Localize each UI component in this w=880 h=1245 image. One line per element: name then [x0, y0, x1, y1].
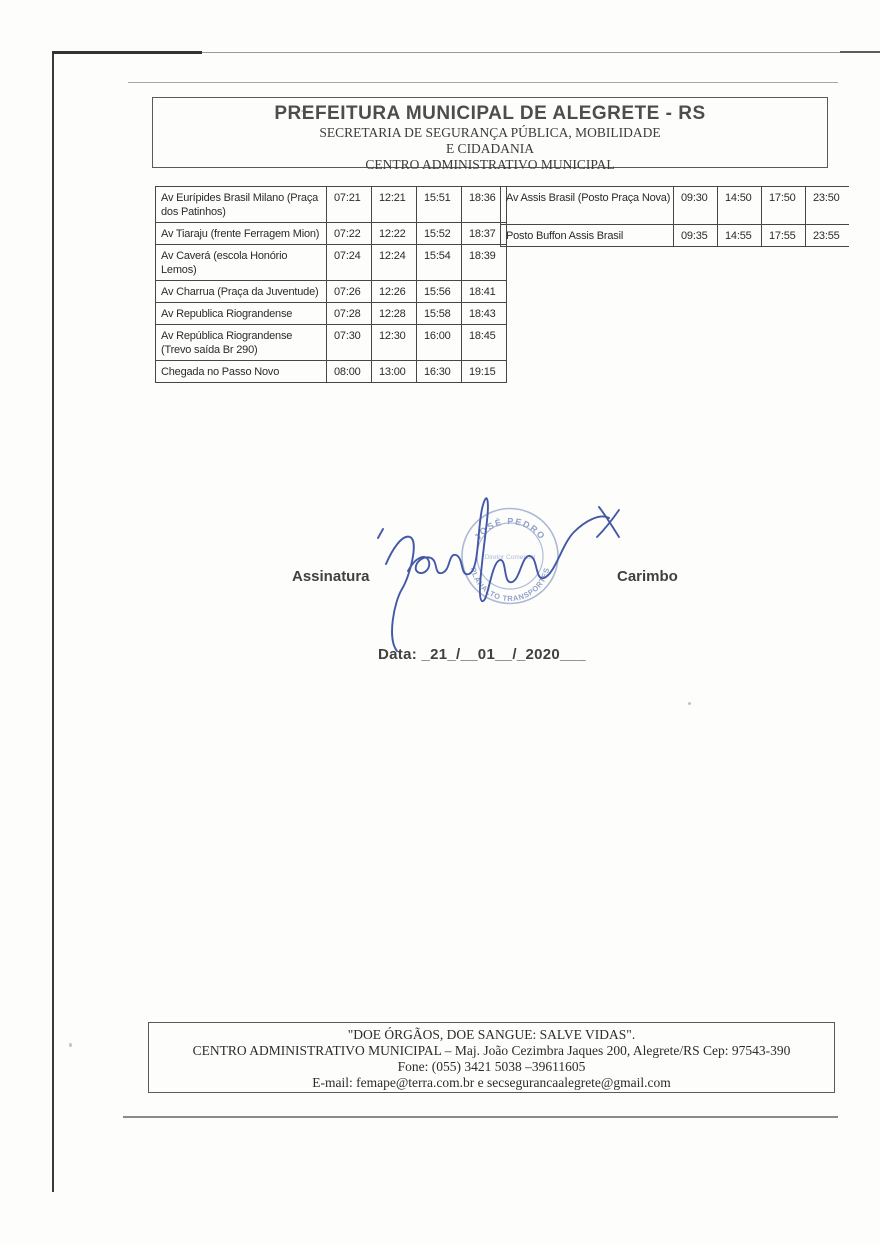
- time-cell: 15:58: [417, 303, 462, 325]
- stop-name-cell: Av República Riograndense (Trevo saída Br 290): [156, 325, 327, 361]
- time-cell: 13:00: [372, 361, 417, 383]
- schedule-row: [501, 225, 850, 247]
- time-cell: 18:36: [462, 187, 507, 223]
- top-separator-rule: [128, 82, 838, 83]
- time-cell: 17:55: [762, 225, 806, 247]
- time-cell: 07:28: [327, 303, 372, 325]
- time-cell: 15:52: [417, 223, 462, 245]
- scan-top-edge-line: [52, 52, 880, 53]
- time-cell: 18:45: [462, 325, 507, 361]
- schedule-row: [156, 361, 507, 383]
- document-header-box: [152, 97, 828, 172]
- schedule-row: [156, 281, 507, 303]
- stop-name-cell: Av Caverá (escola Honório Lemos): [156, 245, 327, 281]
- stamp-bottom-text: PLANALTO TRANSPORTES: [468, 566, 552, 604]
- time-cell: 15:51: [417, 187, 462, 223]
- stop-name-cell: Av Tiaraju (frente Ferragem Mion): [156, 223, 327, 245]
- time-cell: 07:24: [327, 245, 372, 281]
- time-cell: 19:15: [462, 361, 507, 383]
- time-cell: 12:26: [372, 281, 417, 303]
- time-cell: 18:41: [462, 281, 507, 303]
- time-cell: 16:00: [417, 325, 462, 361]
- time-cell: 18:43: [462, 303, 507, 325]
- time-cell: 16:30: [417, 361, 462, 383]
- time-cell: 12:21: [372, 187, 417, 223]
- time-cell: 12:22: [372, 223, 417, 245]
- schedule-row: [156, 303, 507, 325]
- footer-email: E-mail: femape@terra.com.br e secsegurancaalegrete@gmail.com: [312, 1075, 671, 1090]
- time-cell: 23:50: [806, 187, 850, 225]
- time-cell: 14:55: [718, 225, 762, 247]
- time-cell: 07:26: [327, 281, 372, 303]
- time-cell: 15:54: [417, 245, 462, 281]
- scan-top-edge-dark-left: [52, 51, 202, 54]
- stamp-label: Carimbo: [617, 568, 678, 585]
- stop-name-cell: Posto Buffon Assis Brasil: [501, 225, 674, 247]
- time-cell: 07:21: [327, 187, 372, 223]
- time-cell: 12:28: [372, 303, 417, 325]
- schedule-row: [156, 187, 507, 223]
- header-subtitle-1: SECRETARIA DE SEGURANÇA PÚBLICA, MOBILIDADE: [319, 125, 661, 140]
- time-cell: 09:35: [674, 225, 718, 247]
- time-cell: 15:56: [417, 281, 462, 303]
- schedule-row: [156, 325, 507, 361]
- time-cell: 07:22: [327, 223, 372, 245]
- time-cell: 09:30: [674, 187, 718, 225]
- scan-speck: [688, 702, 691, 705]
- stamp-top-text: JOSÉ PEDRO: [472, 516, 548, 542]
- page-title: PREFEITURA MUNICIPAL DE ALEGRETE - RS: [274, 103, 706, 124]
- stop-name-cell: Av Assis Brasil (Posto Praça Nova): [501, 187, 674, 225]
- footer-address: CENTRO ADMINISTRATIVO MUNICIPAL – Maj. João Cezimbra Jaques 200, Alegrete/RS Cep: 97543-390: [192, 1043, 791, 1058]
- time-cell: 08:00: [327, 361, 372, 383]
- scan-left-edge-line: [52, 53, 54, 1192]
- stop-name-cell: Av Republica Riograndense: [156, 303, 327, 325]
- schedule-row: [156, 223, 507, 245]
- stop-name-cell: Av Eurípides Brasil Milano (Praça dos Patinhos): [156, 187, 327, 223]
- header-subtitle-3: CENTRO ADMINISTRATIVO MUNICIPAL: [365, 157, 615, 172]
- stamp-middle-text: Diretor Comercial: [484, 554, 536, 561]
- footer-phone: Fone: (055) 3421 5038 –39611605: [397, 1059, 586, 1074]
- time-cell: 12:30: [372, 325, 417, 361]
- time-cell: 12:24: [372, 245, 417, 281]
- date-line: Data: _21_/__01__/_2020___: [378, 646, 586, 663]
- scan-top-edge-dark-right: [840, 51, 880, 53]
- time-cell: 18:37: [462, 223, 507, 245]
- schedule-row: [501, 187, 850, 225]
- time-cell: 14:50: [718, 187, 762, 225]
- schedule-table-return: [500, 186, 849, 247]
- header-subtitle-2: E CIDADANIA: [445, 141, 535, 156]
- time-cell: 07:30: [327, 325, 372, 361]
- schedule-table-outbound: [155, 186, 507, 383]
- schedule-row: [156, 245, 507, 281]
- time-cell: 23:55: [806, 225, 850, 247]
- scan-speck: [69, 1043, 72, 1047]
- stop-name-cell: Av Charrua (Praça da Juventude): [156, 281, 327, 303]
- document-footer-box: [148, 1022, 835, 1093]
- time-cell: 17:50: [762, 187, 806, 225]
- footer-slogan: "DOE ÓRGÃOS, DOE SANGUE: SALVE VIDAS".: [347, 1027, 636, 1042]
- handwritten-signature: [372, 492, 642, 657]
- time-cell: 18:39: [462, 245, 507, 281]
- bottom-separator-rule: [123, 1116, 838, 1118]
- stop-name-cell: Chegada no Passo Novo: [156, 361, 327, 383]
- signature-label: Assinatura: [292, 568, 370, 585]
